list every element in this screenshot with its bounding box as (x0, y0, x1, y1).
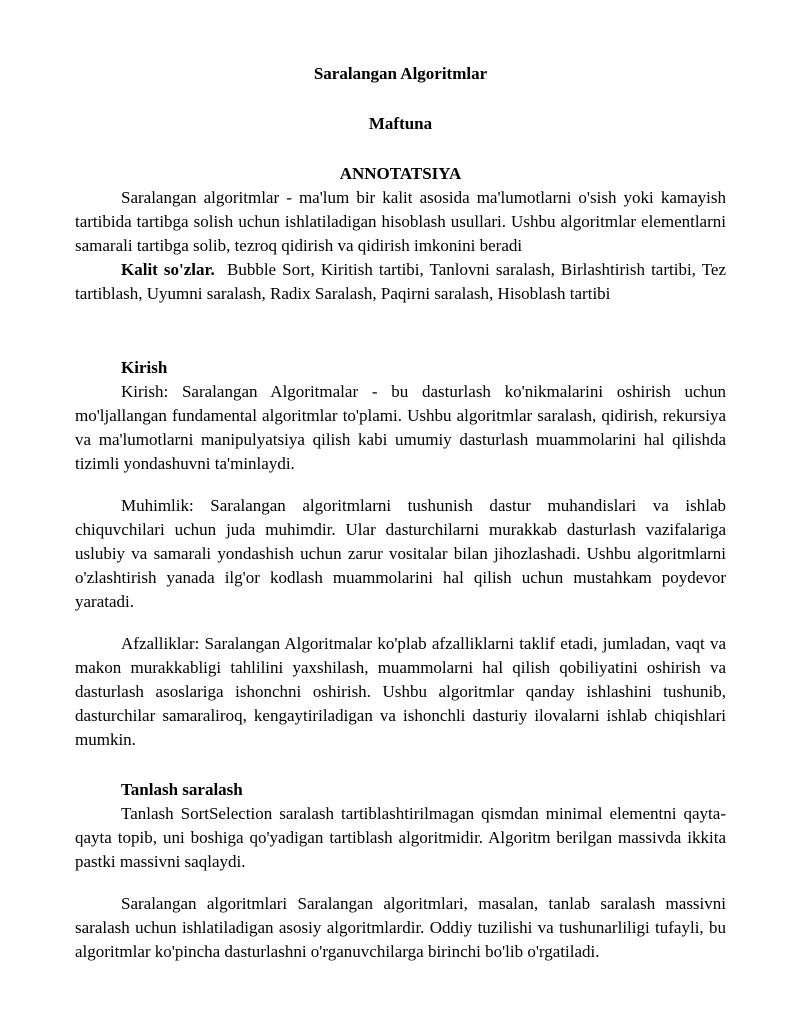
paragraph-kirish: Kirish: Saralangan Algoritmalar - bu dasturlash ko'nikmalarini oshirish uchun mo'ljallangan fundamental algoritmlar to'plami. Ushbu algoritmlar saralash, qidirish, rekursiya va ma'lumotlarni manipulyatsiya qilish kabi umumiy dasturlash muammolarini hal qilishda tizimli yondashuvni ta'minlaydi. (75, 382, 726, 473)
document-title: Saralangan Algoritmlar (313, 64, 488, 83)
document-author: Maftuna (368, 114, 433, 133)
paragraph-muhimlik: Muhimlik: Saralangan algoritmlarni tushunish dastur muhandislari va ishlab chiquvchilari uchun juda muhimdir. Ular dasturchilarni murakkab dasturlash vazifalariga uslubiy va samarali yondashish uchun zarur vositalar bilan jihozlashadi. Ushbu algoritmlarni o'zlashtirish yanada ilg'or kodlash muammolarini hal qilish uchun mustahkam poydevor yaratadi. (75, 496, 726, 611)
section-heading-tanlash-saralash: Tanlash saralash (121, 780, 243, 799)
abstract-text: Saralangan algoritmlar - ma'lum bir kalit asosida ma'lumotlarni o'sish yoki kamayish tartibida tartibga solish uchun ishlatiladigan hisoblash usullari. Ushbu algoritmlar elementlarni samarali tartibga solib, tezroq qidirish va qidirish imkonini beradi (75, 188, 726, 255)
keywords-paragraph (75, 258, 726, 306)
paragraph-tanlash-sort: Tanlash SortSelection saralash tartiblashtirilmagan qismdan minimal elementni qayta-qayta topib, uni boshiga qo'yadigan tartiblash algoritmidir. Algoritm berilgan massivda ikkita pastki massivni saqlaydi. (75, 804, 726, 871)
paragraph-afzalliklar: Afzalliklar: Saralangan Algoritmalar ko'plab afzalliklarni taklif etadi, jumladan, vaqt va makon murakkabligi tahlilini yaxshilash, muammolarni hal qilish qobiliyatini oshirish va dasturlash asoslariga ishonchni oshirish. Ushbu algoritmlar qanday ishlashini tushunib, dasturchilar samaraliroq, kengaytiriladigan va ishonchli dasturiy ilovalarni ishlab chiqishlari mumkin. (75, 634, 726, 749)
section-heading-kirish: Kirish (121, 358, 168, 377)
abstract-heading: ANNOTATSIYA (339, 164, 462, 183)
document-page (75, 62, 726, 964)
paragraph-saralangan-algoritmlari: Saralangan algoritmlari Saralangan algoritmlari, masalan, tanlab saralash massivni saralash uchun ishlatiladigan asosiy algoritmlardir. Oddiy tuzilishi va tushunarliligi tufayli, bu algoritmlar ko'pincha dasturlashni o'rganuvchilarga birinchi bo'lib o'rgatiladi. (75, 894, 726, 961)
keywords-label: Kalit so'zlar. (121, 260, 215, 279)
keywords-text: Bubble Sort, Kiritish tartibi, Tanlovni saralash, Birlashtirish tartibi, Tez tartiblash, Uyumni saralash, Radix Saralash, Paqirni saralash, Hisoblash tartibi (75, 260, 727, 303)
